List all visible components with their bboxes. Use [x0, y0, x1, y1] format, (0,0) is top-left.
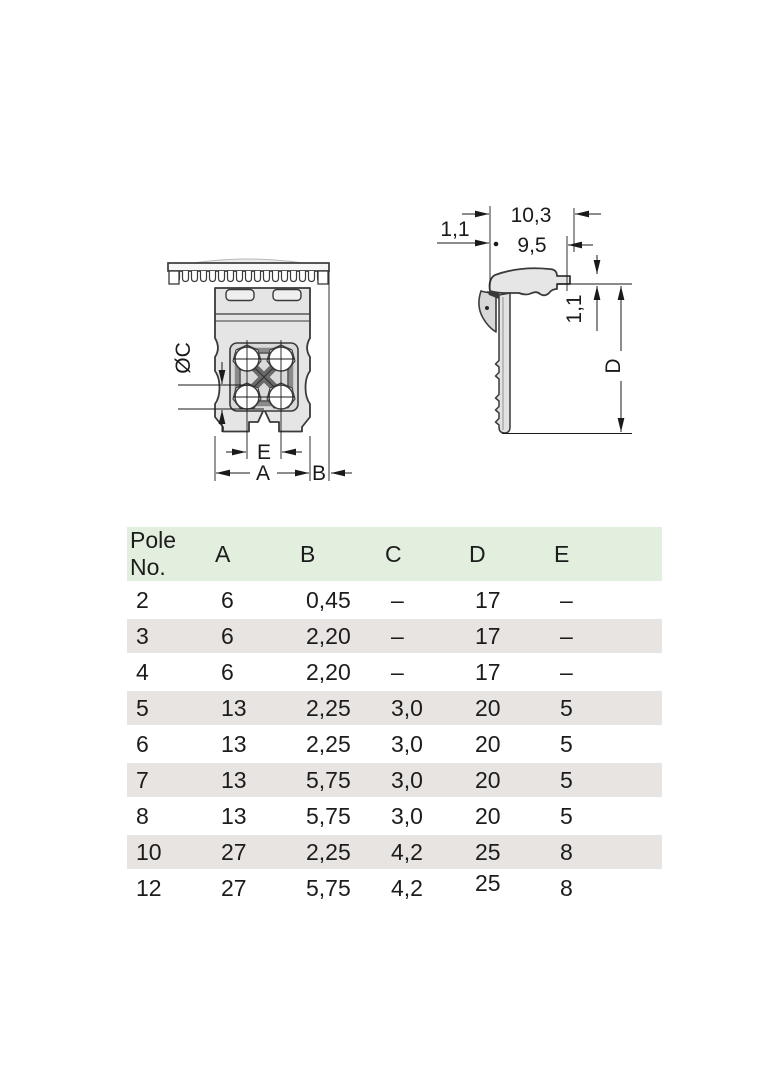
table-cell: 8	[560, 874, 573, 901]
table-row	[127, 799, 662, 833]
table-cell: 17	[475, 622, 501, 649]
table-row	[127, 691, 662, 725]
dim-c-label: ØC	[172, 342, 195, 374]
table-cell: 27	[221, 874, 247, 901]
comb-end-right	[318, 271, 328, 284]
column-header: C	[385, 540, 402, 567]
table-cell: 20	[475, 766, 501, 793]
table-cell: 6	[136, 730, 149, 757]
table-cell: –	[560, 658, 573, 685]
table-cell: 25	[475, 869, 501, 896]
table-cell: 6	[221, 586, 234, 613]
table-cell: 12	[136, 874, 162, 901]
comb-teeth	[172, 271, 325, 284]
latch-hook	[479, 291, 496, 332]
dim-b-label: B	[311, 462, 327, 485]
table-cell: –	[560, 622, 573, 649]
column-header: A	[215, 540, 231, 567]
dim-b	[312, 462, 352, 485]
clamp-unit	[230, 340, 298, 416]
dim-a	[216, 462, 309, 485]
table-cell: 5	[560, 802, 573, 829]
dimensions-table-body	[127, 583, 662, 905]
table-cell: 13	[221, 694, 247, 721]
column-header: Pole No.	[130, 527, 177, 580]
comb-end-left	[169, 271, 179, 284]
table-cell: 4,2	[391, 874, 423, 901]
table-cell: 7	[136, 766, 149, 793]
dim-thickness	[563, 255, 597, 331]
column-header: B	[300, 540, 316, 567]
table-cell: –	[560, 586, 573, 613]
table-cell: 3,0	[391, 730, 423, 757]
side-view-drawing	[437, 204, 632, 434]
table-cell: 17	[475, 658, 501, 685]
table-cell: 2,25	[306, 694, 351, 721]
cap-profile	[490, 268, 570, 295]
table-cell: 2,20	[306, 622, 351, 649]
latch-window-left	[226, 290, 254, 301]
table-cell: –	[391, 622, 404, 649]
table-row	[127, 619, 662, 653]
table-cell: 5	[560, 766, 573, 793]
table-cell: 13	[221, 766, 247, 793]
table-cell: 5,75	[306, 802, 351, 829]
table-cell: 3,0	[391, 694, 423, 721]
table-cell: 3,0	[391, 802, 423, 829]
front-view-drawing	[168, 259, 352, 485]
table-cell: 20	[475, 694, 501, 721]
dim-left-offset	[437, 218, 498, 246]
table-cell: –	[391, 658, 404, 685]
side-extension-lines	[490, 206, 632, 434]
table-cell: 2,20	[306, 658, 351, 685]
table-cell: 5	[136, 694, 149, 721]
table-cell: 4,2	[391, 838, 423, 865]
table-cell: 27	[221, 838, 247, 865]
table-cell: 13	[221, 802, 247, 829]
latch-pivot-dot	[485, 306, 489, 310]
dim-thickness-label: 1,1	[563, 294, 586, 324]
table-row	[127, 727, 662, 761]
table-cell: 20	[475, 802, 501, 829]
dim-a-label: A	[255, 462, 271, 485]
table-cell: 5,75	[306, 766, 351, 793]
table-cell: 5,75	[306, 874, 351, 901]
table-cell: 4	[136, 658, 149, 685]
column-header: E	[554, 540, 570, 567]
reference-dot	[494, 242, 499, 247]
table-row	[127, 763, 662, 797]
header-row	[127, 527, 662, 581]
table-cell: 20	[475, 730, 501, 757]
table-cell: 8	[560, 838, 573, 865]
dim-inner-width-label: 9,5	[517, 234, 547, 257]
technical-drawings	[0, 0, 784, 520]
dim-depth	[602, 286, 625, 432]
dim-left-offset-label: 1,1	[440, 218, 470, 241]
table-cell: 2,25	[306, 730, 351, 757]
column-header: D	[469, 540, 486, 567]
table-row	[127, 583, 662, 617]
table-cell: 3	[136, 622, 149, 649]
table-cell: 13	[221, 730, 247, 757]
table-cell: 10	[136, 838, 162, 865]
dim-inner-width	[517, 234, 593, 257]
table-cell: 5	[560, 730, 573, 757]
latch-window-right	[273, 290, 301, 301]
table-cell: 3,0	[391, 766, 423, 793]
table-cell: 2	[136, 586, 149, 613]
table-cell: –	[391, 586, 404, 613]
table-cell: 2,25	[306, 838, 351, 865]
table-row	[127, 835, 662, 869]
table-cell: 6	[221, 658, 234, 685]
table-cell: 8	[136, 802, 149, 829]
dim-e	[226, 441, 302, 464]
table-cell: 6	[221, 622, 234, 649]
table-cell: 25	[475, 838, 501, 865]
table-row	[127, 655, 662, 689]
table-cell: 5	[560, 694, 573, 721]
table-cell: 0,45	[306, 586, 351, 613]
dimensions-table-header	[127, 527, 662, 581]
dimensions-table	[127, 525, 662, 907]
dim-top-width-label: 10,3	[510, 204, 552, 227]
cap-bar	[168, 263, 329, 271]
table-row	[127, 871, 662, 905]
dim-depth-label: D	[602, 358, 625, 374]
dim-e-label: E	[256, 441, 272, 464]
dim-top-width	[462, 204, 601, 227]
table-cell: 17	[475, 586, 501, 613]
